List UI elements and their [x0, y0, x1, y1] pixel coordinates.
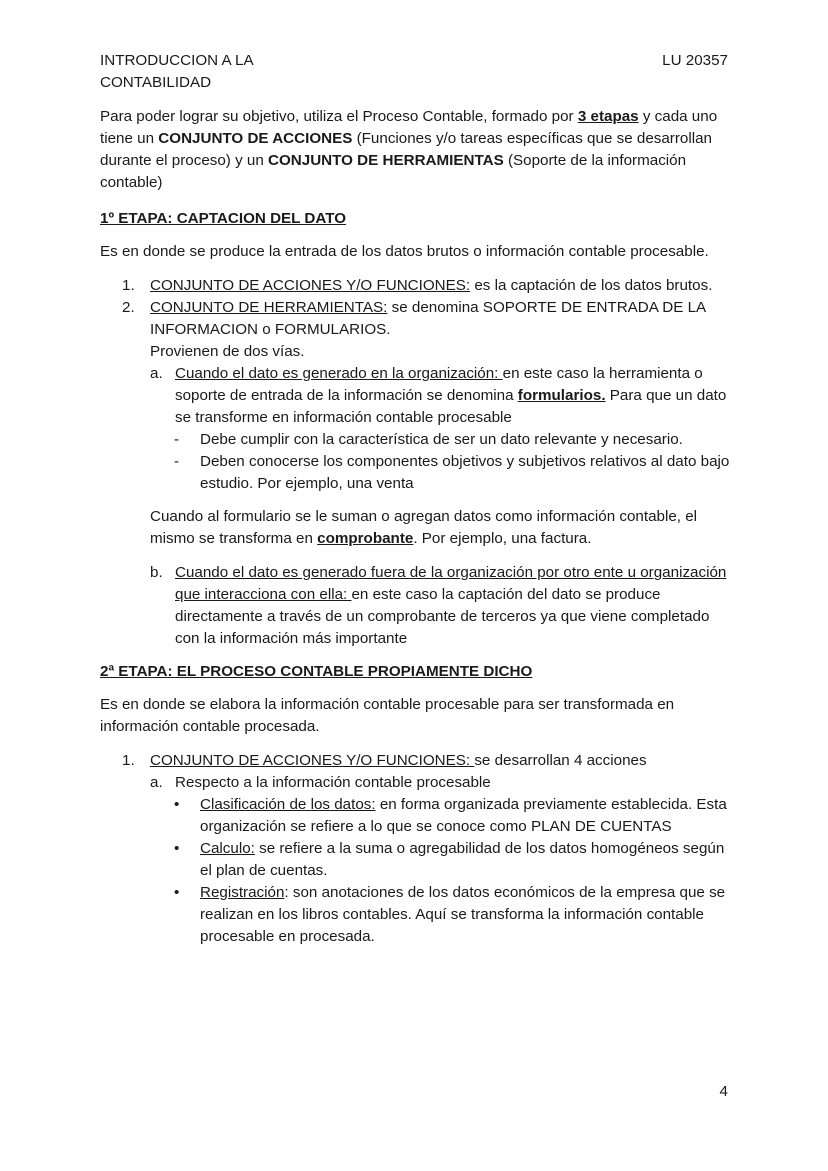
- note-text: . Por ejemplo, una factura.: [413, 530, 592, 547]
- stage2-description: Es en donde se elabora la información contable procesable para ser transformada en información contable procesada.: [100, 696, 675, 735]
- bullet-text: en forma organizada previamente establecida. Esta organización se refiere a lo que se conoce como PLAN DE CUENTAS: [200, 796, 727, 835]
- intro-actions-term: CONJUNTO DE ACCIONES: [158, 130, 353, 147]
- header-student-id: LU 20357: [662, 52, 728, 69]
- list-marker: 1.: [122, 277, 135, 294]
- bullet-item: [100, 838, 732, 882]
- item-label: CONJUNTO DE HERRAMIENTAS:: [150, 299, 388, 316]
- stage1-description: Es en donde se produce la entrada de los datos brutos o información contable procesable.: [100, 243, 709, 260]
- voucher-term: comprobante: [317, 530, 414, 547]
- list-marker: a.: [150, 365, 163, 382]
- item-label: CONJUNTO DE ACCIONES Y/O FUNCIONES:: [150, 277, 471, 294]
- note-text: Cuando al formulario se le suman o agregan datos como información contable, el mismo se transforma en: [150, 508, 698, 547]
- bullet-text: : son anotaciones de los datos económicos de la empresa que se realizan en los libros contables. Aquí se transforma la información contable procesable en procesada.: [200, 884, 726, 945]
- bullet-label: Clasificación de los datos:: [200, 796, 376, 813]
- stage2-heading: 2ª ETAPA: EL PROCESO CONTABLE PROPIAMENTE DICHO: [100, 663, 533, 680]
- stage2-item-actions: [100, 750, 732, 772]
- intro-text: Para poder lograr su objetivo, utiliza el Proceso Contable, formado por: [100, 108, 578, 125]
- intro-text: (Funciones y/o tareas específicas que se desarrollan durante el proceso) y un: [100, 130, 713, 169]
- item-text: se denomina SOPORTE DE ENTRADA DE LA INFORMACION o FORMULARIOS.: [150, 299, 706, 338]
- list-marker: a.: [150, 774, 163, 791]
- stage1-heading: 1º ETAPA: CAPTACION DEL DATO: [100, 210, 347, 227]
- bullet-item: [100, 882, 732, 948]
- stage1-item-actions: [100, 275, 732, 297]
- sub-label: Cuando el dato es generado en la organización:: [175, 365, 503, 382]
- bullet-icon: •: [174, 796, 180, 813]
- dash-item: [100, 429, 732, 451]
- intro-paragraph: [100, 106, 732, 194]
- dash-text: Debe cumplir con la característica de ser un dato relevante y necesario.: [200, 431, 683, 448]
- voucher-note: [100, 506, 732, 550]
- sub-text: Respecto a la información contable procesable: [175, 774, 491, 791]
- list-marker: 1.: [122, 752, 135, 769]
- sub-text: en este caso la herramienta o soporte de entrada de la información se denomina: [175, 365, 703, 404]
- item-text: es la captación de los datos brutos.: [470, 277, 713, 294]
- item-label: CONJUNTO DE ACCIONES Y/O FUNCIONES:: [150, 752, 475, 769]
- intro-stages-count: 3 etapas: [577, 108, 639, 125]
- item-extra: Provienen de dos vías.: [150, 343, 305, 360]
- dash-marker: -: [174, 453, 180, 470]
- list-marker: 2.: [122, 299, 135, 316]
- sub-label: Cuando el dato es generado fuera de la organización por otro ente u organización que interacciona con ella:: [175, 564, 727, 603]
- stage1-sub-b: [100, 562, 732, 650]
- intro-tools-term: CONJUNTO DE HERRAMIENTAS: [268, 152, 504, 169]
- stage1-item-tools: [100, 297, 732, 363]
- document-body: [100, 106, 732, 948]
- stage1-sub-a: [100, 363, 732, 429]
- stage2-sub-a: [100, 772, 732, 794]
- bullet-label: Calculo:: [200, 840, 255, 857]
- dash-item: [100, 451, 732, 495]
- bullet-label: Registración: [200, 884, 285, 901]
- bullet-icon: •: [174, 840, 180, 857]
- intro-text: (Soporte de la información contable): [100, 152, 687, 191]
- sub-text: en este caso la captación del dato se produce directamente a través de un comprobante de terceros ya que viene completado con la información más importante: [175, 586, 710, 647]
- forms-term: formularios.: [517, 387, 606, 404]
- bullet-icon: •: [174, 884, 180, 901]
- item-text: se desarrollan 4 acciones: [474, 752, 647, 769]
- sub-text: Para que un dato se transforme en información contable procesable: [175, 387, 727, 426]
- header-course-title: INTRODUCCION A LA CONTABILIDAD: [100, 52, 254, 91]
- dash-text: Deben conocerse los componentes objetivos y subjetivos relativos al dato bajo estudio. Por ejemplo, una venta: [200, 453, 730, 492]
- intro-text: y cada uno tiene un: [100, 108, 718, 147]
- page-number: 4: [719, 1083, 728, 1100]
- list-marker: b.: [150, 564, 163, 581]
- bullet-item: [100, 794, 732, 838]
- bullet-text: se refiere a la suma o agregabilidad de los datos homogéneos según el plan de cuentas.: [200, 840, 725, 879]
- dash-marker: -: [174, 431, 180, 448]
